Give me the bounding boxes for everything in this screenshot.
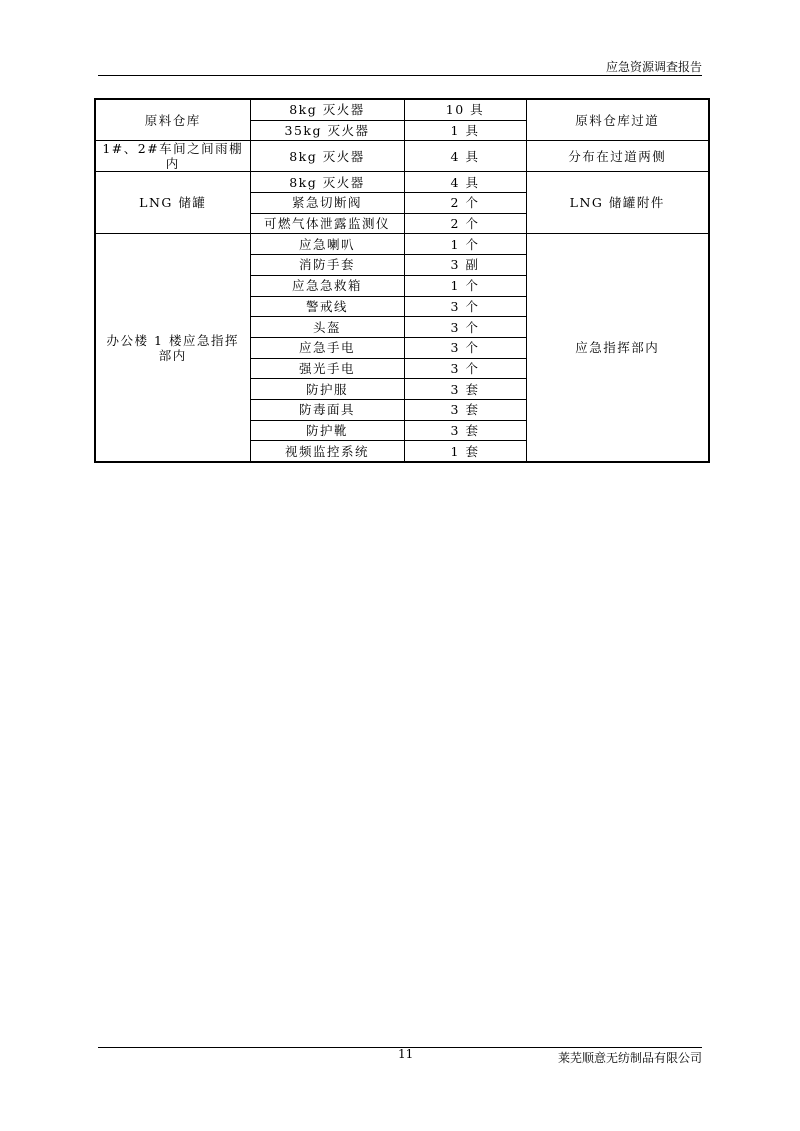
item-cell: 应急手电 [250, 337, 404, 358]
quantity-cell: 3 套 [404, 420, 526, 441]
location-cell: 原料仓库 [95, 99, 250, 141]
item-cell: 视频监控系统 [250, 441, 404, 462]
item-cell: 可燃气体泄露监测仪 [250, 213, 404, 234]
table-row [95, 99, 709, 120]
table-row [95, 234, 709, 255]
item-cell: 警戒线 [250, 296, 404, 317]
item-cell: 防护服 [250, 379, 404, 400]
quantity-cell: 3 个 [404, 358, 526, 379]
position-cell: 原料仓库过道 [526, 99, 709, 141]
report-header-title: 应急资源调查报告 [605, 60, 702, 74]
item-cell: 防护靴 [250, 420, 404, 441]
item-cell: 紧急切断阀 [250, 193, 404, 214]
item-cell: 8kg 灭火器 [250, 99, 404, 120]
item-cell: 35kg 灭火器 [250, 120, 404, 141]
quantity-cell: 3 副 [404, 255, 526, 276]
quantity-cell: 3 个 [404, 317, 526, 338]
emergency-resources-table [94, 98, 710, 463]
table-row [95, 172, 709, 193]
item-cell: 应急喇叭 [250, 234, 404, 255]
item-cell: 消防手套 [250, 255, 404, 276]
quantity-cell: 1 个 [404, 234, 526, 255]
location-cell: LNG 储罐 [95, 172, 250, 234]
item-cell: 强光手电 [250, 358, 404, 379]
quantity-cell: 3 个 [404, 296, 526, 317]
quantity-cell: 1 个 [404, 275, 526, 296]
location-cell: 1#、2#车间之间雨棚内 [95, 141, 250, 172]
footer-company-name: 莱芜顺意无纺制品有限公司 [557, 1051, 702, 1065]
position-cell: LNG 储罐附件 [526, 172, 709, 234]
page-number: 11 [398, 1047, 414, 1061]
location-cell: 办公楼 1 楼应急指挥部内 [95, 234, 250, 462]
quantity-cell: 2 个 [404, 213, 526, 234]
quantity-cell: 2 个 [404, 193, 526, 214]
item-cell: 8kg 灭火器 [250, 172, 404, 193]
quantity-cell: 10 具 [404, 99, 526, 120]
item-cell: 应急急救箱 [250, 275, 404, 296]
quantity-cell: 3 个 [404, 337, 526, 358]
position-cell: 分布在过道两侧 [526, 141, 709, 172]
table-row [95, 141, 709, 172]
item-cell: 防毒面具 [250, 399, 404, 420]
header-divider [98, 75, 702, 76]
quantity-cell: 1 套 [404, 441, 526, 462]
quantity-cell: 3 套 [404, 379, 526, 400]
item-cell: 8kg 灭火器 [250, 141, 404, 172]
position-cell: 应急指挥部内 [526, 234, 709, 462]
quantity-cell: 4 具 [404, 172, 526, 193]
item-cell: 头盔 [250, 317, 404, 338]
quantity-cell: 1 具 [404, 120, 526, 141]
quantity-cell: 4 具 [404, 141, 526, 172]
quantity-cell: 3 套 [404, 399, 526, 420]
